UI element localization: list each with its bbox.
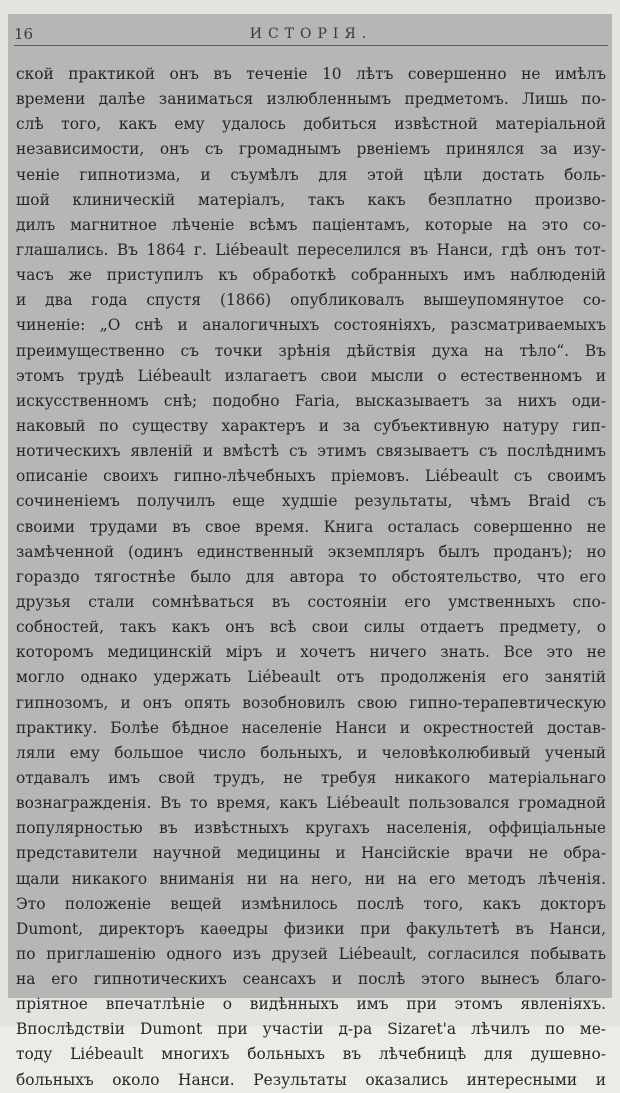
text-line: своими трудами въ свое время. Книга осталась совершенно не xyxy=(16,517,606,536)
text-line: Dumont, директоръ каѳедры физики при факультетѣ въ Нанси, xyxy=(16,919,606,938)
text-line: гипнозомъ, и онъ опять возобновилъ свою гипно-терапевтическую xyxy=(16,693,606,712)
page-number: 16 xyxy=(14,25,34,43)
text-line: щали никакого вниманія ни на него, ни на его методъ лѣченія. xyxy=(16,869,606,888)
text-line: Впослѣдствіи Dumont при участіи д-ра Sizaret'а лѣчилъ по ме- xyxy=(16,1020,606,1039)
text-line: могло однако удержать Liébeault отъ продолженія его занятій xyxy=(16,668,606,687)
text-line: гораздо тягостнѣе было для автора то обстоятельство, что его xyxy=(16,567,606,586)
text-line: собностей, такъ какъ онъ всѣ свои силы отдаетъ предмету, о xyxy=(16,618,606,637)
text-line: шой клиническій матеріалъ, такъ какъ безплатно произво- xyxy=(16,190,606,209)
running-title: ИСТОРІЯ. xyxy=(249,26,373,42)
text-line: ляли ему большое число больныхъ, и человѣколюбивый ученый xyxy=(16,743,606,762)
text-line: дилъ магнитное лѣченіе всѣмъ паціентамъ, которые на это со- xyxy=(16,215,606,234)
text-line: Это положеніе вещей измѣнилось послѣ того, какъ докторъ xyxy=(16,894,606,913)
text-line: замѣченной (одинъ единственный экземпляръ былъ проданъ); но xyxy=(16,542,606,561)
text-line: независимости, онъ съ громаднымъ рвеніемъ принялся за изу- xyxy=(16,140,606,159)
body-text xyxy=(16,62,606,1093)
text-line: нотическихъ явленій и вмѣстѣ съ этимъ связываетъ съ послѣднимъ xyxy=(16,442,606,461)
text-line: времени далѣе заниматься излюбленнымъ предметомъ. Лишь по- xyxy=(16,90,606,109)
text-line: сочиненіемъ получилъ еще худшіе результаты, чѣмъ Braid съ xyxy=(16,492,606,511)
text-line: вознагражденія. Въ то время, какъ Liébeault пользовался громадной xyxy=(16,794,606,813)
text-line: и два года спустя (1866) опубликовалъ вышеупомянутое со- xyxy=(16,291,606,310)
text-line: искусственномъ снѣ; подобно Faria, высказываетъ за нихъ оди- xyxy=(16,391,606,410)
text-line: чиненіе: „О снѣ и аналогичныхъ состояніяхъ, разсматриваемыхъ xyxy=(16,316,606,335)
text-line: отдавалъ имъ свой трудъ, не требуя никакого матеріальнаго xyxy=(16,768,606,787)
text-line: глашались. Въ 1864 г. Liébeault переселился въ Нанси, гдѣ онъ тот- xyxy=(16,240,606,259)
text-line: преимущественно съ точки зрѣнія дѣйствія духа на тѣло“. Въ xyxy=(16,341,606,360)
text-line: наковый по существу характеръ и за субъективную натуру гип- xyxy=(16,416,606,435)
text-line: ченіе гипнотизма, и съумѣлъ для этой цѣли достать боль- xyxy=(16,165,606,184)
header-rule xyxy=(14,45,608,46)
text-line: популярностью въ извѣстныхъ кругахъ населенія, оффиціальные xyxy=(16,819,606,838)
text-line: которомъ медицинскій міръ и хочетъ ничего знать. Все это не xyxy=(16,643,606,662)
text-line: представители научной медицины и Нансійскіе врачи не обра- xyxy=(16,844,606,863)
text-line: по приглашенію одного изъ друзей Liébeault, согласился побывать xyxy=(16,944,606,963)
text-line: больныхъ около Нанси. Результаты оказались интересными и xyxy=(16,1070,606,1089)
running-head xyxy=(14,24,608,44)
text-line: слѣ того, какъ ему удалось добиться извѣстной матеріальной xyxy=(16,115,606,134)
text-line: практику. Болѣе бѣдное населеніе Нанси и окрестностей достав- xyxy=(16,718,606,737)
text-line: ской практикой онъ въ теченіе 10 лѣтъ совершенно не имѣлъ xyxy=(16,65,606,83)
text-line: на его гипнотическихъ сеансахъ и послѣ этого вынесъ благо- xyxy=(16,970,606,989)
text-line: пріятное впечатлѣніе о видѣнныхъ имъ при этомъ явленіяхъ. xyxy=(16,995,606,1014)
text-line: описаніе своихъ гипно-лѣчебныхъ пріемовъ. Liébeault съ своимъ xyxy=(16,467,606,486)
text-line: друзья стали сомнѣваться въ состояніи его умственныхъ спо- xyxy=(16,592,606,611)
text-line: этомъ трудѣ Liébeault излагаетъ свои мысли о естественномъ и xyxy=(16,366,606,385)
text-line: часъ же приступилъ къ обработкѣ собранныхъ имъ наблюденій xyxy=(16,266,606,285)
text-line: тоду Liébeault многихъ больныхъ въ лѣчебницѣ для душевно- xyxy=(16,1045,606,1064)
